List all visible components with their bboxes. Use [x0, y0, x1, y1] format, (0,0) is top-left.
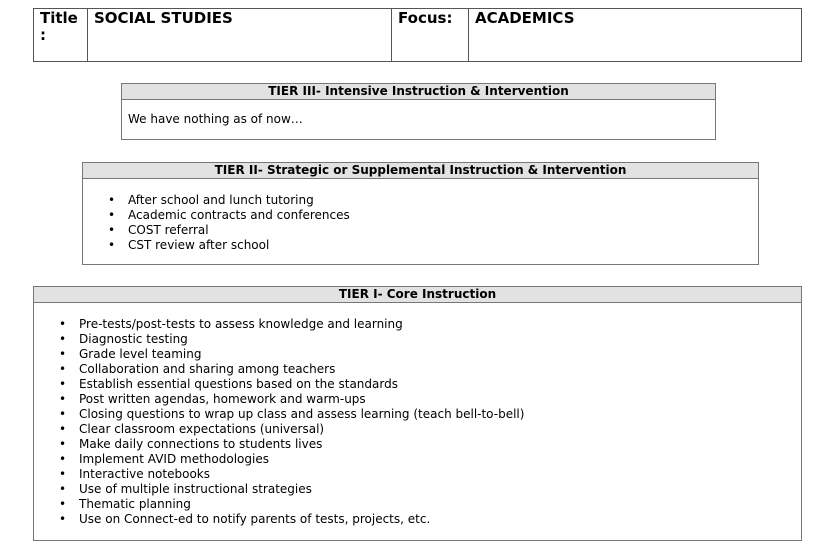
list-item: • Post written agendas, homework and warm-ups [79, 392, 801, 407]
tier3-body [122, 100, 715, 127]
list-item: • Interactive notebooks [79, 467, 801, 482]
list-item: • After school and lunch tutoring [128, 193, 758, 208]
list-item: • Diagnostic testing [79, 332, 801, 347]
title-label: Title : [34, 9, 88, 61]
list-item: • Make daily connections to students lives [79, 437, 801, 452]
tier3-box [121, 83, 716, 140]
tier3-text: We have nothing as of now… [128, 112, 303, 126]
title-value: SOCIAL STUDIES [88, 9, 392, 61]
list-item: • Use of multiple instructional strategies [79, 482, 801, 497]
tier2-box [82, 162, 759, 265]
tier2-heading: TIER II- Strategic or Supplemental Instruction & Intervention [83, 163, 758, 179]
tier2-list [83, 179, 758, 253]
list-item: • CST review after school [128, 238, 758, 253]
list-item: • Grade level teaming [79, 347, 801, 362]
list-item: • Use on Connect-ed to notify parents of tests, projects, etc. [79, 512, 801, 527]
list-item: • Pre-tests/post-tests to assess knowledge and learning [79, 317, 801, 332]
list-item: • COST referral [128, 223, 758, 238]
tier1-heading: TIER I- Core Instruction [34, 287, 801, 303]
list-item: • Thematic planning [79, 497, 801, 512]
list-item: • Academic contracts and conferences [128, 208, 758, 223]
list-item: • Collaboration and sharing among teachers [79, 362, 801, 377]
list-item: • Implement AVID methodologies [79, 452, 801, 467]
focus-value: ACADEMICS [475, 9, 575, 27]
list-item: • Closing questions to wrap up class and assess learning (teach bell-to-bell) [79, 407, 801, 422]
tier3-heading: TIER III- Intensive Instruction & Intervention [122, 84, 715, 100]
tier1-list [34, 303, 801, 527]
tier1-box [33, 286, 802, 541]
list-item: • Clear classroom expectations (universal) [79, 422, 801, 437]
list-item: • Establish essential questions based on the standards [79, 377, 801, 392]
header-table [33, 8, 802, 62]
focus-label: Focus: [392, 9, 469, 61]
